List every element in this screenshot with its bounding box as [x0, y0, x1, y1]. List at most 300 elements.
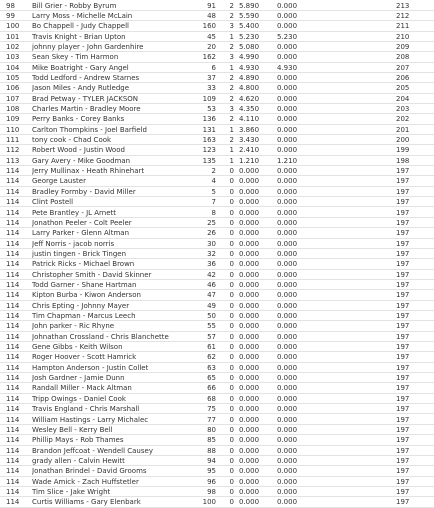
weight-cell: 0.000	[239, 249, 260, 258]
table-row	[0, 466, 434, 476]
fish-count-cell: 3	[229, 53, 234, 62]
weight-cell: 0.000	[239, 239, 260, 248]
big-fish-cell: 0.000	[277, 22, 298, 31]
boat-number-cell: 109	[202, 94, 216, 103]
fish-count-cell: 0	[229, 405, 234, 414]
boat-number-cell: 160	[202, 22, 216, 31]
weight-cell: 0.000	[239, 498, 260, 507]
team-cell: Tripp Owings - Daniel Cook	[32, 394, 126, 403]
fish-count-cell: 0	[229, 394, 234, 403]
place-cell: 114	[6, 374, 20, 383]
big-fish-cell: 0.000	[277, 301, 298, 310]
place-cell: 114	[6, 198, 20, 207]
team-cell: justin tingen - Brick Tingen	[32, 249, 127, 258]
boat-number-cell: 45	[207, 32, 216, 41]
weight-cell: 4.620	[239, 94, 260, 103]
big-fish-cell: 0.000	[277, 11, 298, 20]
fish-count-cell: 0	[229, 301, 234, 310]
boat-number-cell: 123	[202, 146, 216, 155]
team-cell: Larry Parker - Glenn Altman	[32, 229, 130, 238]
big-fish-cell: 0.000	[277, 229, 298, 238]
fish-count-cell: 2	[229, 1, 234, 10]
team-cell: Larry Moss - Michelle McLain	[32, 11, 133, 20]
points-cell: 197	[396, 301, 410, 310]
boat-number-cell: 136	[202, 115, 216, 124]
team-cell: Christopher Smith - David Skinner	[32, 270, 152, 279]
table-row	[0, 373, 434, 383]
table-row	[0, 21, 434, 31]
points-cell: 197	[396, 249, 410, 258]
team-cell: grady allen - Calvin Hewitt	[32, 456, 125, 465]
big-fish-cell: 0.000	[277, 146, 298, 155]
table-row	[0, 83, 434, 93]
weight-cell: 5.080	[239, 42, 260, 51]
points-cell: 197	[396, 260, 410, 269]
team-cell: Todd Ledford - Andrew Starnes	[32, 73, 140, 82]
weight-cell: 3.430	[239, 136, 260, 145]
boat-number-cell: 98	[207, 487, 216, 496]
points-cell: 197	[396, 498, 410, 507]
place-cell: 114	[6, 229, 20, 238]
big-fish-cell: 0.000	[277, 167, 298, 176]
team-cell: John parker - Ric Rhyne	[32, 322, 115, 331]
points-cell: 207	[396, 63, 410, 72]
place-cell: 114	[6, 394, 20, 403]
points-cell: 197	[396, 446, 410, 455]
table-row	[0, 135, 434, 145]
weight-cell: 0.000	[239, 280, 260, 289]
fish-count-cell: 0	[229, 374, 234, 383]
big-fish-cell: 0.000	[277, 343, 298, 352]
big-fish-cell: 0.000	[277, 115, 298, 124]
points-cell: 197	[396, 229, 410, 238]
boat-number-cell: 100	[202, 498, 216, 507]
boat-number-cell: 5	[211, 187, 216, 196]
boat-number-cell: 49	[207, 301, 216, 310]
place-cell: 114	[6, 363, 20, 372]
place-cell: 111	[6, 136, 20, 145]
weight-cell: 0.000	[239, 270, 260, 279]
table-row	[0, 394, 434, 404]
place-cell: 105	[6, 73, 20, 82]
fish-count-cell: 0	[229, 363, 234, 372]
weight-cell: 0.000	[239, 260, 260, 269]
boat-number-cell: 42	[207, 270, 216, 279]
points-cell: 197	[396, 436, 410, 445]
points-cell: 197	[396, 167, 410, 176]
boat-number-cell: 36	[207, 260, 216, 269]
weight-cell: 0.000	[239, 167, 260, 176]
place-cell: 114	[6, 343, 20, 352]
table-row	[0, 487, 434, 497]
points-cell: 197	[396, 394, 410, 403]
team-cell: Tim Slice - Jake Wright	[32, 487, 111, 496]
fish-count-cell: 0	[229, 322, 234, 331]
team-cell: Phillip Mays - Rob Thames	[32, 436, 124, 445]
place-cell: 103	[6, 53, 20, 62]
place-cell: 114	[6, 353, 20, 362]
boat-number-cell: 4	[211, 177, 216, 186]
points-cell: 198	[396, 156, 410, 165]
big-fish-cell: 0.000	[277, 353, 298, 362]
boat-number-cell: 80	[207, 425, 216, 434]
big-fish-cell: 0.000	[277, 312, 298, 320]
fish-count-cell: 0	[229, 208, 234, 217]
boat-number-cell: 135	[202, 156, 216, 165]
boat-number-cell: 57	[207, 332, 216, 341]
fish-count-cell: 0	[229, 291, 234, 300]
team-cell: William Hastings - Larry Michalec	[32, 415, 149, 424]
team-cell: Brandon Jeffcoat - Wendell Causey	[32, 446, 153, 455]
fish-count-cell: 0	[229, 436, 234, 445]
boat-number-cell: 53	[207, 105, 216, 113]
table-row	[0, 332, 434, 342]
weight-cell: 0.000	[239, 301, 260, 310]
team-cell: Jason Miles - Andy Rutledge	[32, 84, 130, 93]
points-cell: 213	[396, 1, 410, 10]
weight-cell: 4.110	[239, 115, 260, 124]
points-cell: 212	[396, 11, 410, 20]
boat-number-cell: 65	[207, 374, 216, 383]
points-cell: 197	[396, 187, 410, 196]
team-cell: Bradley Formby - David Miller	[32, 187, 136, 196]
weight-cell: 2.410	[239, 146, 260, 155]
place-cell: 114	[6, 270, 20, 279]
place-cell: 114	[6, 332, 20, 341]
place-cell: 114	[6, 239, 20, 248]
team-cell: Travis Knight - Brian Upton	[32, 32, 126, 41]
big-fish-cell: 1.210	[277, 156, 298, 165]
weight-cell: 0.000	[239, 343, 260, 352]
table-row	[0, 52, 434, 62]
points-cell: 197	[396, 374, 410, 383]
big-fish-cell: 0.000	[277, 425, 298, 434]
fish-count-cell: 0	[229, 477, 234, 486]
team-cell: George Lauster	[32, 177, 86, 186]
place-cell: 114	[6, 384, 20, 393]
weight-cell: 0.000	[239, 405, 260, 414]
table-row	[0, 270, 434, 280]
boat-number-cell: 6	[211, 63, 216, 72]
table-row	[0, 383, 434, 393]
team-cell: Todd Garner - Shane Hartman	[32, 280, 137, 289]
big-fish-cell: 0.000	[277, 1, 298, 10]
big-fish-cell: 0.000	[277, 42, 298, 51]
points-cell: 202	[396, 115, 410, 124]
fish-count-cell: 3	[229, 22, 234, 31]
big-fish-cell: 0.000	[277, 260, 298, 269]
table-row	[0, 73, 434, 83]
weight-cell: 0.000	[239, 446, 260, 455]
table-row	[0, 342, 434, 352]
place-cell: 114	[6, 487, 20, 496]
team-cell: Wesley Bell - Kerry Bell	[32, 425, 113, 434]
big-fish-cell: 0.000	[277, 84, 298, 93]
big-fish-cell: 0.000	[277, 467, 298, 476]
place-cell: 114	[6, 322, 20, 331]
boat-number-cell: 96	[207, 477, 216, 486]
place-cell: 102	[6, 42, 20, 51]
boat-number-cell: 95	[207, 467, 216, 476]
team-cell: Sean Skey - Tim Harmon	[32, 53, 119, 62]
big-fish-cell: 0.000	[277, 136, 298, 145]
weight-cell: 0.000	[239, 208, 260, 217]
points-cell: 197	[396, 218, 410, 227]
points-cell: 197	[396, 198, 410, 207]
table-row	[0, 94, 434, 104]
big-fish-cell: 0.000	[277, 198, 298, 207]
fish-count-cell: 0	[229, 425, 234, 434]
points-cell: 209	[396, 42, 410, 51]
team-cell: Kipton Burba - Kiwon Anderson	[32, 291, 141, 300]
place-cell: 114	[6, 177, 20, 186]
team-cell: Mike Boatright - Gary Angel	[32, 63, 129, 72]
big-fish-cell: 0.000	[277, 487, 298, 496]
place-cell: 107	[6, 94, 20, 103]
team-cell: Roger Hoover - Scott Hamrick	[32, 353, 137, 362]
fish-count-cell: 0	[229, 187, 234, 196]
boat-number-cell: 68	[207, 394, 216, 403]
big-fish-cell: 0.000	[277, 394, 298, 403]
boat-number-cell: 30	[207, 239, 216, 248]
points-cell: 197	[396, 456, 410, 465]
big-fish-cell: 0.000	[277, 94, 298, 103]
boat-number-cell: 63	[207, 363, 216, 372]
big-fish-cell: 0.000	[277, 105, 298, 113]
place-cell: 100	[6, 22, 20, 31]
fish-count-cell: 0	[229, 218, 234, 227]
table-row	[0, 176, 434, 186]
team-cell: Johnathan Crossland - Chris Blanchette	[32, 332, 169, 341]
points-cell: 197	[396, 425, 410, 434]
weight-cell: 4.930	[239, 63, 260, 72]
fish-count-cell: 0	[229, 487, 234, 496]
weight-cell: 3.860	[239, 125, 260, 134]
table-row	[0, 290, 434, 300]
points-cell: 204	[396, 94, 410, 103]
big-fish-cell: 0.000	[277, 405, 298, 414]
points-cell: 203	[396, 105, 410, 113]
place-cell: 114	[6, 249, 20, 258]
fish-count-cell: 0	[229, 353, 234, 362]
big-fish-cell: 0.000	[277, 363, 298, 372]
team-cell: tony cook - Chad Cook	[32, 136, 112, 145]
fish-count-cell: 0	[229, 415, 234, 424]
boat-number-cell: 163	[202, 136, 216, 145]
team-cell: Curtis Williams - Gary Elenbark	[32, 498, 141, 507]
boat-number-cell: 48	[207, 11, 216, 20]
place-cell: 114	[6, 498, 20, 507]
place-cell: 114	[6, 425, 20, 434]
table-row	[0, 280, 434, 290]
weight-cell: 0.000	[239, 467, 260, 476]
points-cell: 201	[396, 125, 410, 134]
table-row	[0, 156, 434, 166]
place-cell: 114	[6, 167, 20, 176]
big-fish-cell: 0.000	[277, 125, 298, 134]
points-cell: 197	[396, 208, 410, 217]
weight-cell: 0.000	[239, 363, 260, 372]
points-cell: 197	[396, 322, 410, 331]
points-cell: 205	[396, 84, 410, 93]
place-cell: 114	[6, 446, 20, 455]
weight-cell: 4.890	[239, 73, 260, 82]
table-row	[0, 363, 434, 373]
big-fish-cell: 0.000	[277, 374, 298, 383]
fish-count-cell: 0	[229, 446, 234, 455]
points-cell: 197	[396, 353, 410, 362]
fish-count-cell: 0	[229, 280, 234, 289]
fish-count-cell: 1	[229, 146, 234, 155]
fish-count-cell: 2	[229, 94, 234, 103]
weight-cell: 0.000	[239, 198, 260, 207]
boat-number-cell: 88	[207, 446, 216, 455]
table-row	[0, 456, 434, 466]
table-row	[0, 446, 434, 456]
boat-number-cell: 75	[207, 405, 216, 414]
boat-number-cell: 94	[207, 456, 216, 465]
table-row	[0, 239, 434, 249]
fish-count-cell: 1	[229, 125, 234, 134]
points-cell: 197	[396, 363, 410, 372]
fish-count-cell: 1	[229, 156, 234, 165]
place-cell: 101	[6, 32, 20, 41]
table-row	[0, 311, 434, 321]
fish-count-cell: 0	[229, 167, 234, 176]
weight-cell: 5.400	[239, 22, 260, 31]
boat-number-cell: 8	[211, 208, 216, 217]
place-cell: 114	[6, 467, 20, 476]
boat-number-cell: 32	[207, 249, 216, 258]
weight-cell: 0.000	[239, 425, 260, 434]
place-cell: 114	[6, 405, 20, 414]
table-row	[0, 415, 434, 425]
points-cell: 197	[396, 384, 410, 393]
fish-count-cell: 0	[229, 467, 234, 476]
table-row	[0, 228, 434, 238]
points-cell: 197	[396, 477, 410, 486]
table-row	[0, 187, 434, 197]
fish-count-cell: 0	[229, 312, 234, 320]
boat-number-cell: 131	[202, 125, 216, 134]
place-cell: 114	[6, 218, 20, 227]
team-cell: Wade Amick - Zach Huffstetler	[32, 477, 139, 486]
place-cell: 110	[6, 125, 20, 134]
team-cell: Carlton Thompkins - Joel Barfield	[32, 125, 147, 134]
boat-number-cell: 62	[207, 353, 216, 362]
big-fish-cell: 0.000	[277, 249, 298, 258]
weight-cell: 0.000	[239, 229, 260, 238]
boat-number-cell: 47	[207, 291, 216, 300]
big-fish-cell: 0.000	[277, 498, 298, 507]
weight-cell: 0.000	[239, 436, 260, 445]
fish-count-cell: 2	[229, 115, 234, 124]
weight-cell: 0.000	[239, 353, 260, 362]
table-row	[0, 477, 434, 487]
team-cell: Charles Martin - Bradley Moore	[32, 105, 141, 113]
table-row	[0, 197, 434, 207]
place-cell: 114	[6, 260, 20, 269]
team-cell: johnny player - John Gardenhire	[32, 42, 144, 51]
big-fish-cell: 0.000	[277, 384, 298, 393]
team-cell: Bo Chappell - Judy Chappell	[32, 22, 129, 31]
big-fish-cell: 0.000	[277, 177, 298, 186]
place-cell: 104	[6, 63, 20, 72]
weight-cell: 0.000	[239, 384, 260, 393]
table-row	[0, 259, 434, 269]
big-fish-cell: 5.230	[277, 32, 298, 41]
points-cell: 211	[396, 22, 410, 31]
points-cell: 197	[396, 280, 410, 289]
boat-number-cell: 25	[207, 218, 216, 227]
place-cell: 114	[6, 291, 20, 300]
place-cell: 108	[6, 105, 20, 113]
big-fish-cell: 0.000	[277, 73, 298, 82]
table-row	[0, 1, 434, 11]
place-cell: 114	[6, 436, 20, 445]
fish-count-cell: 2	[229, 136, 234, 145]
table-row	[0, 63, 434, 73]
table-row	[0, 32, 434, 42]
boat-number-cell: 26	[207, 229, 216, 238]
fish-count-cell: 0	[229, 177, 234, 186]
fish-count-cell: 0	[229, 260, 234, 269]
team-cell: Hampton Anderson - Justin Collet	[32, 363, 149, 372]
team-cell: Jerry Mullinax - Heath Rhinehart	[32, 167, 145, 176]
points-cell: 197	[396, 270, 410, 279]
team-cell: Randall Miller - Mack Altman	[32, 384, 132, 393]
fish-count-cell: 0	[229, 198, 234, 207]
points-cell: 200	[396, 136, 410, 145]
weight-cell: 4.800	[239, 84, 260, 93]
points-cell: 197	[396, 467, 410, 476]
team-cell: Chris Epting - Johnny Mayer	[32, 301, 130, 310]
big-fish-cell: 0.000	[277, 280, 298, 289]
fish-count-cell: 0	[229, 456, 234, 465]
weight-cell: 0.000	[239, 218, 260, 227]
big-fish-cell: 4.930	[277, 63, 298, 72]
table-row	[0, 166, 434, 176]
weight-cell: 4.990	[239, 53, 260, 62]
table-row	[0, 208, 434, 218]
table-row	[0, 11, 434, 21]
weight-cell: 0.000	[239, 177, 260, 186]
points-cell: 197	[396, 405, 410, 414]
table-row	[0, 125, 434, 135]
boat-number-cell: 91	[207, 1, 216, 10]
boat-number-cell: 162	[202, 53, 216, 62]
table-row	[0, 104, 434, 114]
fish-count-cell: 0	[229, 270, 234, 279]
points-cell: 208	[396, 53, 410, 62]
weight-cell: 0.000	[239, 415, 260, 424]
big-fish-cell: 0.000	[277, 477, 298, 486]
team-cell: Brad Petway - TYLER JACKSON	[32, 94, 139, 103]
boat-number-cell: 61	[207, 343, 216, 352]
table-row	[0, 249, 434, 259]
table-row	[0, 145, 434, 155]
team-cell: Jonathan Brindel - David Grooms	[32, 467, 147, 476]
weight-cell: 0.000	[239, 394, 260, 403]
weight-cell: 0.000	[239, 477, 260, 486]
place-cell: 114	[6, 477, 20, 486]
team-cell: Clint Postell	[32, 198, 74, 207]
fish-count-cell: 2	[229, 11, 234, 20]
team-cell: Robert Wood - Justin Wood	[32, 146, 125, 155]
team-cell: Pete Brantley - JL Arnett	[32, 208, 117, 217]
boat-number-cell: 50	[207, 312, 216, 320]
big-fish-cell: 0.000	[277, 456, 298, 465]
